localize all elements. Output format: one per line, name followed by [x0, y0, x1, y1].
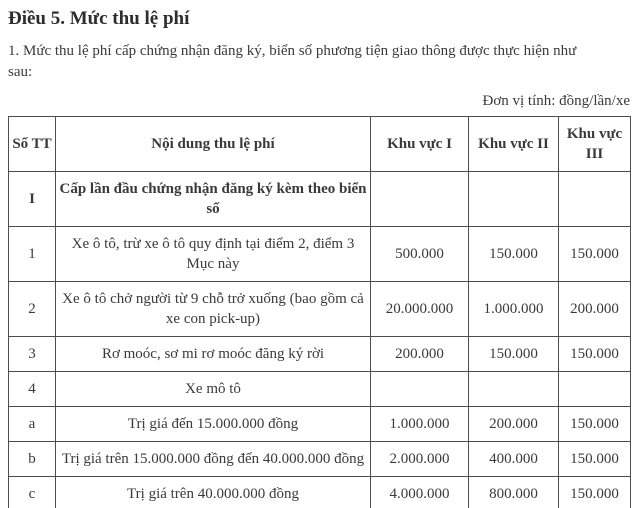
fee-table-header	[9, 117, 631, 172]
row-zone2-value	[469, 172, 559, 227]
row-zone3-value: 150.000	[559, 407, 631, 442]
row-zone1-value: 500.000	[371, 227, 469, 282]
fee-table-body	[9, 172, 631, 508]
row-content-cell: Trị giá trên 40.000.000 đồng	[56, 477, 371, 508]
row-content-cell: Rơ moóc, sơ mi rơ moóc đăng ký rời	[56, 337, 371, 372]
row-content-cell: Xe ô tô, trừ xe ô tô quy định tại điểm 2, điểm 3 Mục này	[56, 227, 371, 282]
row-zone2-value	[469, 372, 559, 407]
row-zone3-value: 150.000	[559, 227, 631, 282]
row-zone3-value: 200.000	[559, 282, 631, 337]
row-zone3-value: 150.000	[559, 477, 631, 508]
row-number-cell: 4	[9, 372, 56, 407]
row-number-cell: I	[9, 172, 56, 227]
intro-paragraph: 1. Mức thu lệ phí cấp chứng nhận đăng ký, biển số phương tiện giao thông được thực hiện như sau:	[8, 43, 577, 80]
row-zone1-value: 200.000	[371, 337, 469, 372]
row-number-cell: a	[9, 407, 56, 442]
row-content-cell: Xe ô tô chở người từ 9 chỗ trở xuống (bao gồm cả xe con pick-up)	[56, 282, 371, 337]
row-zone2-value: 200.000	[469, 407, 559, 442]
header-cell-zone1: Khu vực I	[371, 117, 469, 172]
row-zone3-value: 150.000	[559, 442, 631, 477]
row-number-cell: 3	[9, 337, 56, 372]
header-cell-stt: Số TT	[9, 117, 56, 172]
table-row	[9, 407, 631, 442]
row-content-cell: Xe mô tô	[56, 372, 371, 407]
row-content-cell: Trị giá đến 15.000.000 đồng	[56, 407, 371, 442]
table-row	[9, 172, 631, 227]
row-zone2-value: 150.000	[469, 227, 559, 282]
header-row	[9, 117, 631, 172]
fee-table	[8, 116, 631, 508]
table-row	[9, 477, 631, 508]
header-cell-zone2: Khu vực II	[469, 117, 559, 172]
table-row	[9, 227, 631, 282]
row-zone3-value: 150.000	[559, 337, 631, 372]
row-zone3-value	[559, 372, 631, 407]
row-number-cell: c	[9, 477, 56, 508]
row-zone2-value: 1.000.000	[469, 282, 559, 337]
table-row	[9, 337, 631, 372]
row-number-cell: b	[9, 442, 56, 477]
table-row	[9, 282, 631, 337]
row-zone3-value	[559, 172, 631, 227]
row-zone2-value: 400.000	[469, 442, 559, 477]
row-content-cell: Trị giá trên 15.000.000 đồng đến 40.000.000 đồng	[56, 442, 371, 477]
row-number-cell: 1	[9, 227, 56, 282]
row-zone1-value	[371, 172, 469, 227]
row-zone1-value: 4.000.000	[371, 477, 469, 508]
row-number-cell: 2	[9, 282, 56, 337]
row-zone2-value: 150.000	[469, 337, 559, 372]
row-zone2-value: 800.000	[469, 477, 559, 508]
unit-note: Đơn vị tính: đồng/lần/xe	[482, 93, 630, 109]
row-zone1-value: 1.000.000	[371, 407, 469, 442]
page-title: Điều 5. Mức thu lệ phí	[8, 8, 190, 29]
header-cell-zone3: Khu vực III	[559, 117, 631, 172]
header-cell-content: Nội dung thu lệ phí	[56, 117, 371, 172]
row-zone1-value	[371, 372, 469, 407]
row-zone1-value: 20.000.000	[371, 282, 469, 337]
row-zone1-value: 2.000.000	[371, 442, 469, 477]
table-row	[9, 442, 631, 477]
row-content-cell: Cấp lần đầu chứng nhận đăng ký kèm theo biển số	[56, 172, 371, 227]
table-row	[9, 372, 631, 407]
